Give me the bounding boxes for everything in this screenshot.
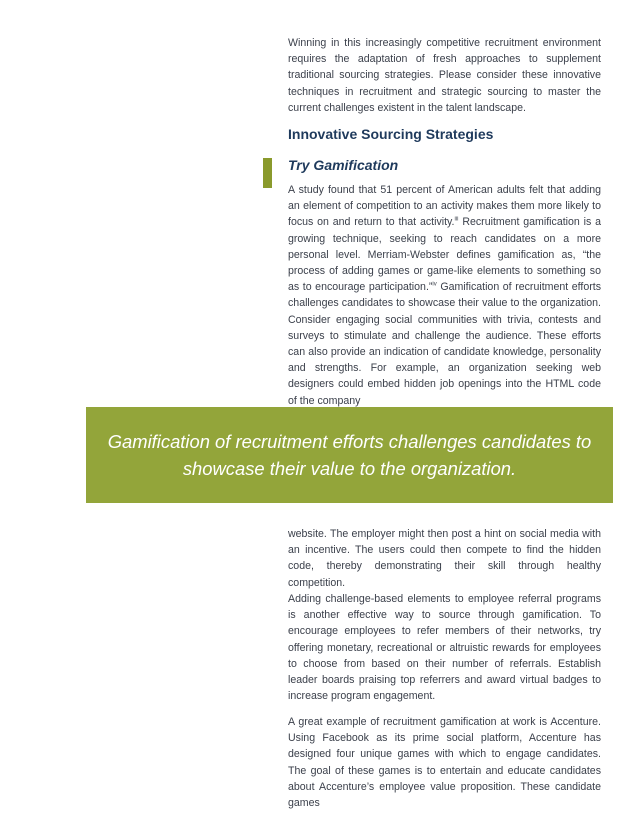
referral-paragraph xyxy=(288,591,601,704)
gamification-paragraph xyxy=(288,182,601,409)
paragraph-text: A great example of recruitment gamification at work is Accenture. Using Facebook as its prime social platform, Accenture has designed four unique games with which to engage candidates. The goal of these games is to entertain and educate candidates about Accenture’s employee value proposition. These candidate games xyxy=(288,716,601,810)
accenture-paragraph xyxy=(288,714,601,811)
paragraph-text: website. The employer might then post a hint on social media with an incentive. The users could then compete to find the hidden code, thereby demonstrating their skill through healthy competition. xyxy=(288,528,601,589)
intro-text: Winning in this increasingly competitive recruitment environment requires the adaptation of fresh approaches to supplement traditional sourcing strategies. Please consider these innovative techniques in recruitment and strategic sourcing to master the current challenges existent in the talent landscape. xyxy=(288,37,601,114)
text-run: Recruitment gamification is a growing technique, seeking to reach candidates on a more personal level. Merriam-Webster defines gamification as, “the process of adding games or game-like elements to something so as to encourage participation.” xyxy=(288,216,602,294)
subheading: Try Gamification xyxy=(288,157,399,173)
subheading-accent-bar xyxy=(263,158,272,188)
pull-quote-banner xyxy=(86,407,613,503)
footnote-ref-iv: iv xyxy=(432,281,437,288)
paragraph-text xyxy=(288,182,601,409)
continued-paragraph xyxy=(288,526,601,591)
pull-quote-text: Gamification of recruitment efforts challenges candidates to showcase their value to the organization. xyxy=(107,431,592,479)
footnote-ref-iii: iii xyxy=(454,216,459,223)
text-run: A study found that 51 percent of American adults felt that adding an element of competition to an activity makes them more likely to focus on and return to that activity. xyxy=(288,184,601,229)
section-heading: Innovative Sourcing Strategies xyxy=(288,126,494,142)
paragraph-text: Adding challenge-based elements to employee referral programs is another effective way to source through gamification. To encourage employees to refer members of their networks, try offering monetary, recreational or altruistic rewards for employees to choose from based on their number of referrals. Establish leader boards praising top referrers and award virtual badges to increase program engagement. xyxy=(288,593,601,703)
text-run: Gamification of recruitment efforts challenges candidates to showcase their value to the organization. Consider engaging social communities with trivia, contests and surveys to stimulate and challenge the audience. These efforts can also provide an indication of candidate knowledge, personality and strengths. For example, an organization seeking web designers could embed hidden job openings into the HTML code of the company xyxy=(288,281,602,407)
intro-paragraph xyxy=(288,35,601,116)
